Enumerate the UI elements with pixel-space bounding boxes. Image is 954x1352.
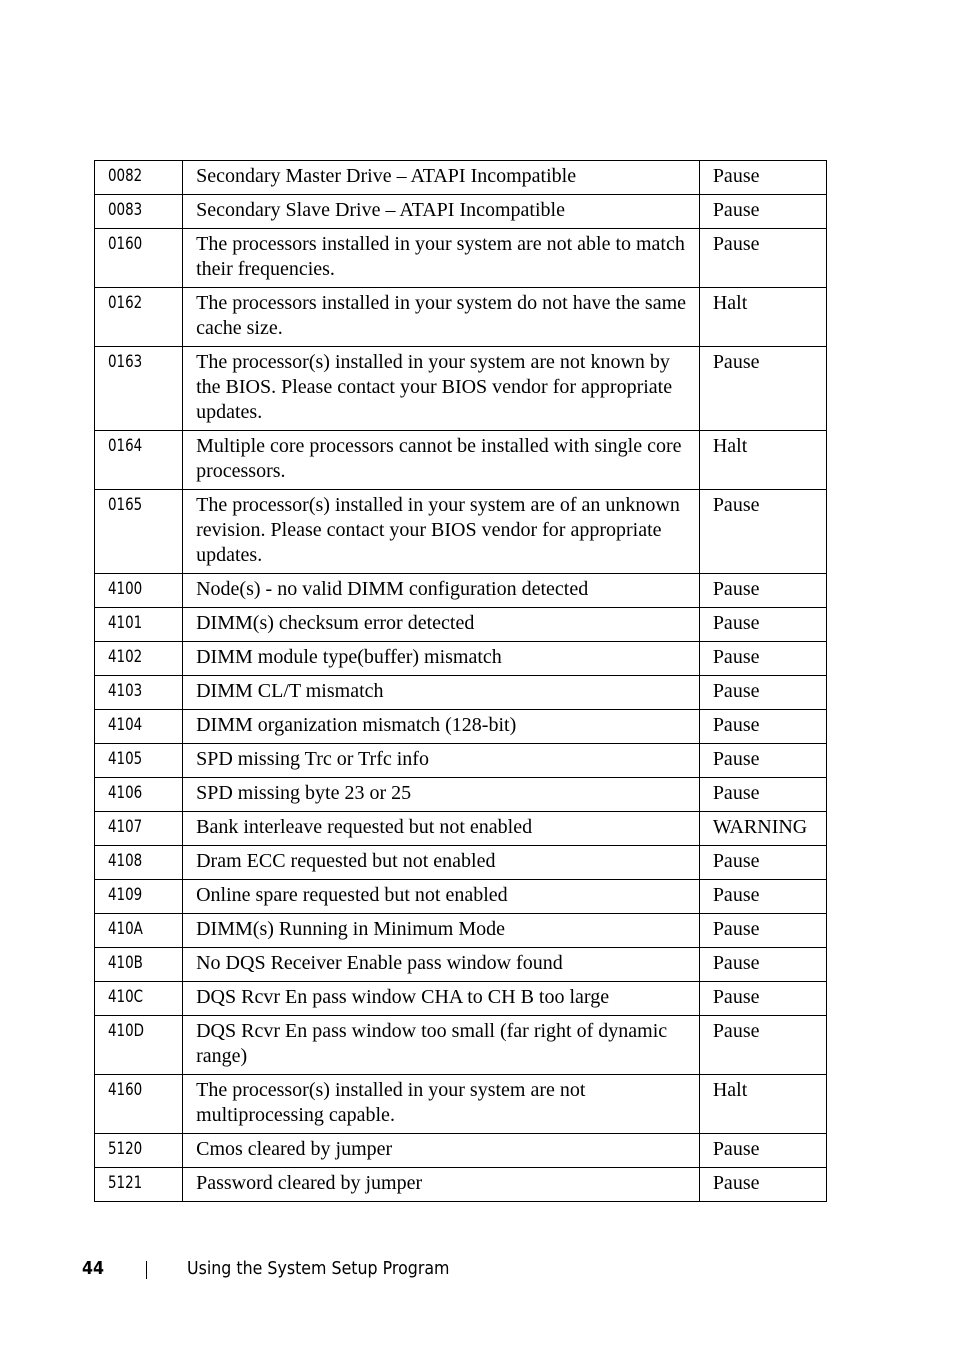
footer-divider [146, 1261, 147, 1279]
error-description: DIMM CL/T mismatch [183, 676, 700, 710]
error-code-cell [95, 1016, 183, 1075]
error-code-cell [95, 347, 183, 431]
error-description: Bank interleave requested but not enabled [183, 812, 700, 846]
error-code: 4108 [108, 851, 143, 871]
error-action: Halt [699, 288, 826, 347]
error-action: Pause [699, 710, 826, 744]
error-action: Pause [699, 195, 826, 229]
error-code-cell [95, 914, 183, 948]
table-row [95, 1016, 827, 1075]
error-code-cell [95, 229, 183, 288]
table-row [95, 948, 827, 982]
table-row [95, 812, 827, 846]
error-description: DIMM(s) Running in Minimum Mode [183, 914, 700, 948]
error-code: 410C [108, 987, 144, 1007]
error-description: Password cleared by jumper [183, 1168, 700, 1202]
table-row [95, 229, 827, 288]
error-code: 0083 [108, 200, 143, 220]
error-description: Online spare requested but not enabled [183, 880, 700, 914]
table-row [95, 431, 827, 490]
error-code: 4102 [108, 647, 143, 667]
error-description: DQS Rcvr En pass window CHA to CH B too large [183, 982, 700, 1016]
error-description: The processor(s) installed in your system are of an unknown revision. Please contact your BIOS vendor for appropriate updates. [183, 490, 700, 574]
error-code: 410B [108, 953, 143, 973]
error-code-cell [95, 744, 183, 778]
error-description: Node(s) - no valid DIMM configuration detected [183, 574, 700, 608]
section-title: Using the System Setup Program [187, 1258, 450, 1279]
error-description: DIMM organization mismatch (128-bit) [183, 710, 700, 744]
error-code-cell [95, 948, 183, 982]
table-row [95, 608, 827, 642]
error-code-table [94, 160, 827, 1202]
error-description: DIMM module type(buffer) mismatch [183, 642, 700, 676]
table-row [95, 161, 827, 195]
error-code-cell [95, 288, 183, 347]
table-row [95, 846, 827, 880]
table-row [95, 914, 827, 948]
table-row [95, 347, 827, 431]
error-code: 5120 [108, 1139, 143, 1159]
error-code: 4106 [108, 783, 143, 803]
error-description: No DQS Receiver Enable pass window found [183, 948, 700, 982]
error-code: 0160 [108, 234, 143, 254]
error-description: The processor(s) installed in your system are not known by the BIOS. Please contact your BIOS vendor for appropriate updates. [183, 347, 700, 431]
error-action: Pause [699, 490, 826, 574]
error-code-cell [95, 490, 183, 574]
error-code: 0163 [108, 352, 143, 372]
error-code-cell [95, 608, 183, 642]
error-code: 410A [108, 919, 143, 939]
table-row [95, 288, 827, 347]
error-code: 4160 [108, 1080, 143, 1100]
error-code-cell [95, 431, 183, 490]
error-code-cell [95, 1134, 183, 1168]
error-code-cell [95, 676, 183, 710]
table-row [95, 490, 827, 574]
error-action: Pause [699, 161, 826, 195]
table-row [95, 880, 827, 914]
error-description: Multiple core processors cannot be installed with single core processors. [183, 431, 700, 490]
error-action: Pause [699, 778, 826, 812]
error-action: Pause [699, 229, 826, 288]
error-code: 0164 [108, 436, 143, 456]
error-action: Pause [699, 880, 826, 914]
error-action: Pause [699, 744, 826, 778]
error-action: Pause [699, 1168, 826, 1202]
error-code-cell [95, 1075, 183, 1134]
error-action: WARNING [699, 812, 826, 846]
error-action: Halt [699, 431, 826, 490]
error-code-cell [95, 812, 183, 846]
error-code: 4100 [108, 579, 143, 599]
error-description: SPD missing Trc or Trfc info [183, 744, 700, 778]
error-description: Secondary Slave Drive – ATAPI Incompatible [183, 195, 700, 229]
error-code: 4107 [108, 817, 143, 837]
error-description: DQS Rcvr En pass window too small (far right of dynamic range) [183, 1016, 700, 1075]
error-code-table-body [95, 161, 827, 1202]
error-description: Dram ECC requested but not enabled [183, 846, 700, 880]
error-code-cell [95, 710, 183, 744]
table-row [95, 778, 827, 812]
error-action: Pause [699, 574, 826, 608]
error-code: 4104 [108, 715, 143, 735]
error-code: 5121 [108, 1173, 143, 1193]
error-code: 0165 [108, 495, 143, 515]
error-action: Pause [699, 846, 826, 880]
error-code: 4109 [108, 885, 143, 905]
error-code-cell [95, 846, 183, 880]
error-code-cell [95, 642, 183, 676]
error-description: DIMM(s) checksum error detected [183, 608, 700, 642]
error-code-cell [95, 574, 183, 608]
error-action: Pause [699, 347, 826, 431]
error-action: Pause [699, 948, 826, 982]
error-action: Pause [699, 676, 826, 710]
table-row [95, 1168, 827, 1202]
table-row [95, 982, 827, 1016]
error-action: Pause [699, 1016, 826, 1075]
error-code: 0082 [108, 166, 143, 186]
table-row [95, 744, 827, 778]
error-code: 0162 [108, 293, 143, 313]
error-code-cell [95, 195, 183, 229]
error-action: Pause [699, 608, 826, 642]
error-description: The processors installed in your system do not have the same cache size. [183, 288, 700, 347]
error-code-cell [95, 161, 183, 195]
table-row [95, 1134, 827, 1168]
error-action: Pause [699, 1134, 826, 1168]
page-number: 44 [82, 1258, 105, 1279]
table-row [95, 710, 827, 744]
error-code-cell [95, 982, 183, 1016]
table-row [95, 642, 827, 676]
table-row [95, 195, 827, 229]
error-code-cell [95, 778, 183, 812]
error-description: Cmos cleared by jumper [183, 1134, 700, 1168]
table-row [95, 676, 827, 710]
error-code: 4103 [108, 681, 143, 701]
error-action: Pause [699, 982, 826, 1016]
error-action: Halt [699, 1075, 826, 1134]
error-description: Secondary Master Drive – ATAPI Incompatible [183, 161, 700, 195]
error-code-cell [95, 1168, 183, 1202]
table-row [95, 574, 827, 608]
error-code-cell [95, 880, 183, 914]
error-code: 4101 [108, 613, 143, 633]
error-description: The processors installed in your system are not able to match their frequencies. [183, 229, 700, 288]
table-row [95, 1075, 827, 1134]
error-code: 410D [108, 1021, 145, 1041]
error-description: The processor(s) installed in your system are not multiprocessing capable. [183, 1075, 700, 1134]
error-description: SPD missing byte 23 or 25 [183, 778, 700, 812]
error-action: Pause [699, 642, 826, 676]
error-code: 4105 [108, 749, 143, 769]
error-action: Pause [699, 914, 826, 948]
